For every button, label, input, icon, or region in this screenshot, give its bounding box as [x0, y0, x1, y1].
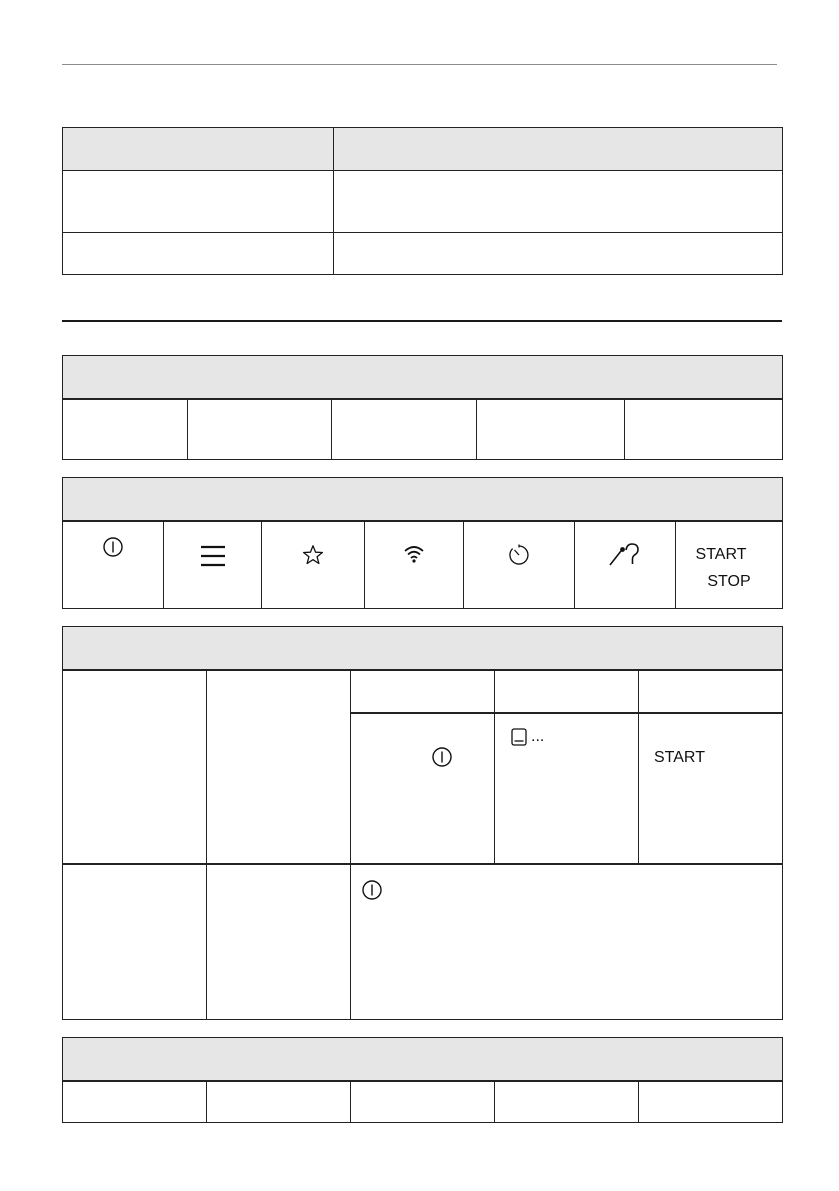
table-cell: [351, 670, 495, 713]
power-icon: [431, 746, 453, 768]
star-icon: [302, 544, 324, 566]
table-cell: [625, 399, 783, 460]
table-cell: [639, 670, 783, 713]
control-panel-header: [63, 478, 783, 521]
start-label: START: [695, 545, 747, 563]
wifi-button[interactable]: [365, 521, 464, 609]
table-cell: [207, 864, 351, 1020]
info-table-cell: [63, 171, 334, 233]
info-table-header-2: [334, 128, 783, 171]
table-cell: [477, 399, 625, 460]
table-cell: [188, 399, 332, 460]
table-cell-power-wide: [351, 864, 783, 1020]
table-cell: [351, 1081, 495, 1123]
control-panel-table: [62, 477, 783, 609]
timer-icon: [507, 543, 531, 567]
power-button[interactable]: [63, 521, 164, 609]
table-cell: [332, 399, 477, 460]
table-cell: [63, 670, 207, 864]
info-table-cell: [334, 171, 783, 233]
power-icon: [102, 536, 124, 558]
power-icon: [361, 879, 383, 901]
food-sensor-icon: [608, 542, 642, 568]
menu-icon: [200, 544, 226, 568]
wifi-icon: [403, 544, 425, 564]
info-table-cell: [63, 233, 334, 275]
five-column-table: [62, 355, 783, 460]
section-rule: [62, 320, 782, 322]
table-cell-oven: [495, 713, 639, 864]
oven-ellipsis: ...: [531, 727, 545, 745]
five-column-table-header: [63, 356, 783, 399]
table-cell: [63, 864, 207, 1020]
bottom-table: [62, 1037, 783, 1123]
table-cell: [63, 1081, 207, 1123]
steps-table: [62, 626, 783, 1020]
info-table-header-1: [63, 128, 334, 171]
table-cell-power: [351, 713, 495, 864]
start-label: START: [654, 748, 705, 766]
timer-button[interactable]: [464, 521, 575, 609]
table-cell: [207, 1081, 351, 1123]
stop-label: STOP: [707, 572, 751, 590]
info-table-cell: [334, 233, 783, 275]
header-rule: [62, 64, 777, 65]
oven-icon: [511, 728, 527, 746]
table-cell: [207, 670, 351, 864]
menu-button[interactable]: [164, 521, 262, 609]
steps-table-header: [63, 627, 783, 670]
table-cell: [63, 399, 188, 460]
table-cell-start: [639, 713, 783, 864]
table-cell: [495, 1081, 639, 1123]
bottom-table-header: [63, 1038, 783, 1081]
favourites-button[interactable]: [262, 521, 365, 609]
info-table: [62, 127, 783, 275]
start-stop-button[interactable]: [676, 521, 783, 609]
table-cell: [639, 1081, 783, 1123]
table-cell: [495, 670, 639, 713]
